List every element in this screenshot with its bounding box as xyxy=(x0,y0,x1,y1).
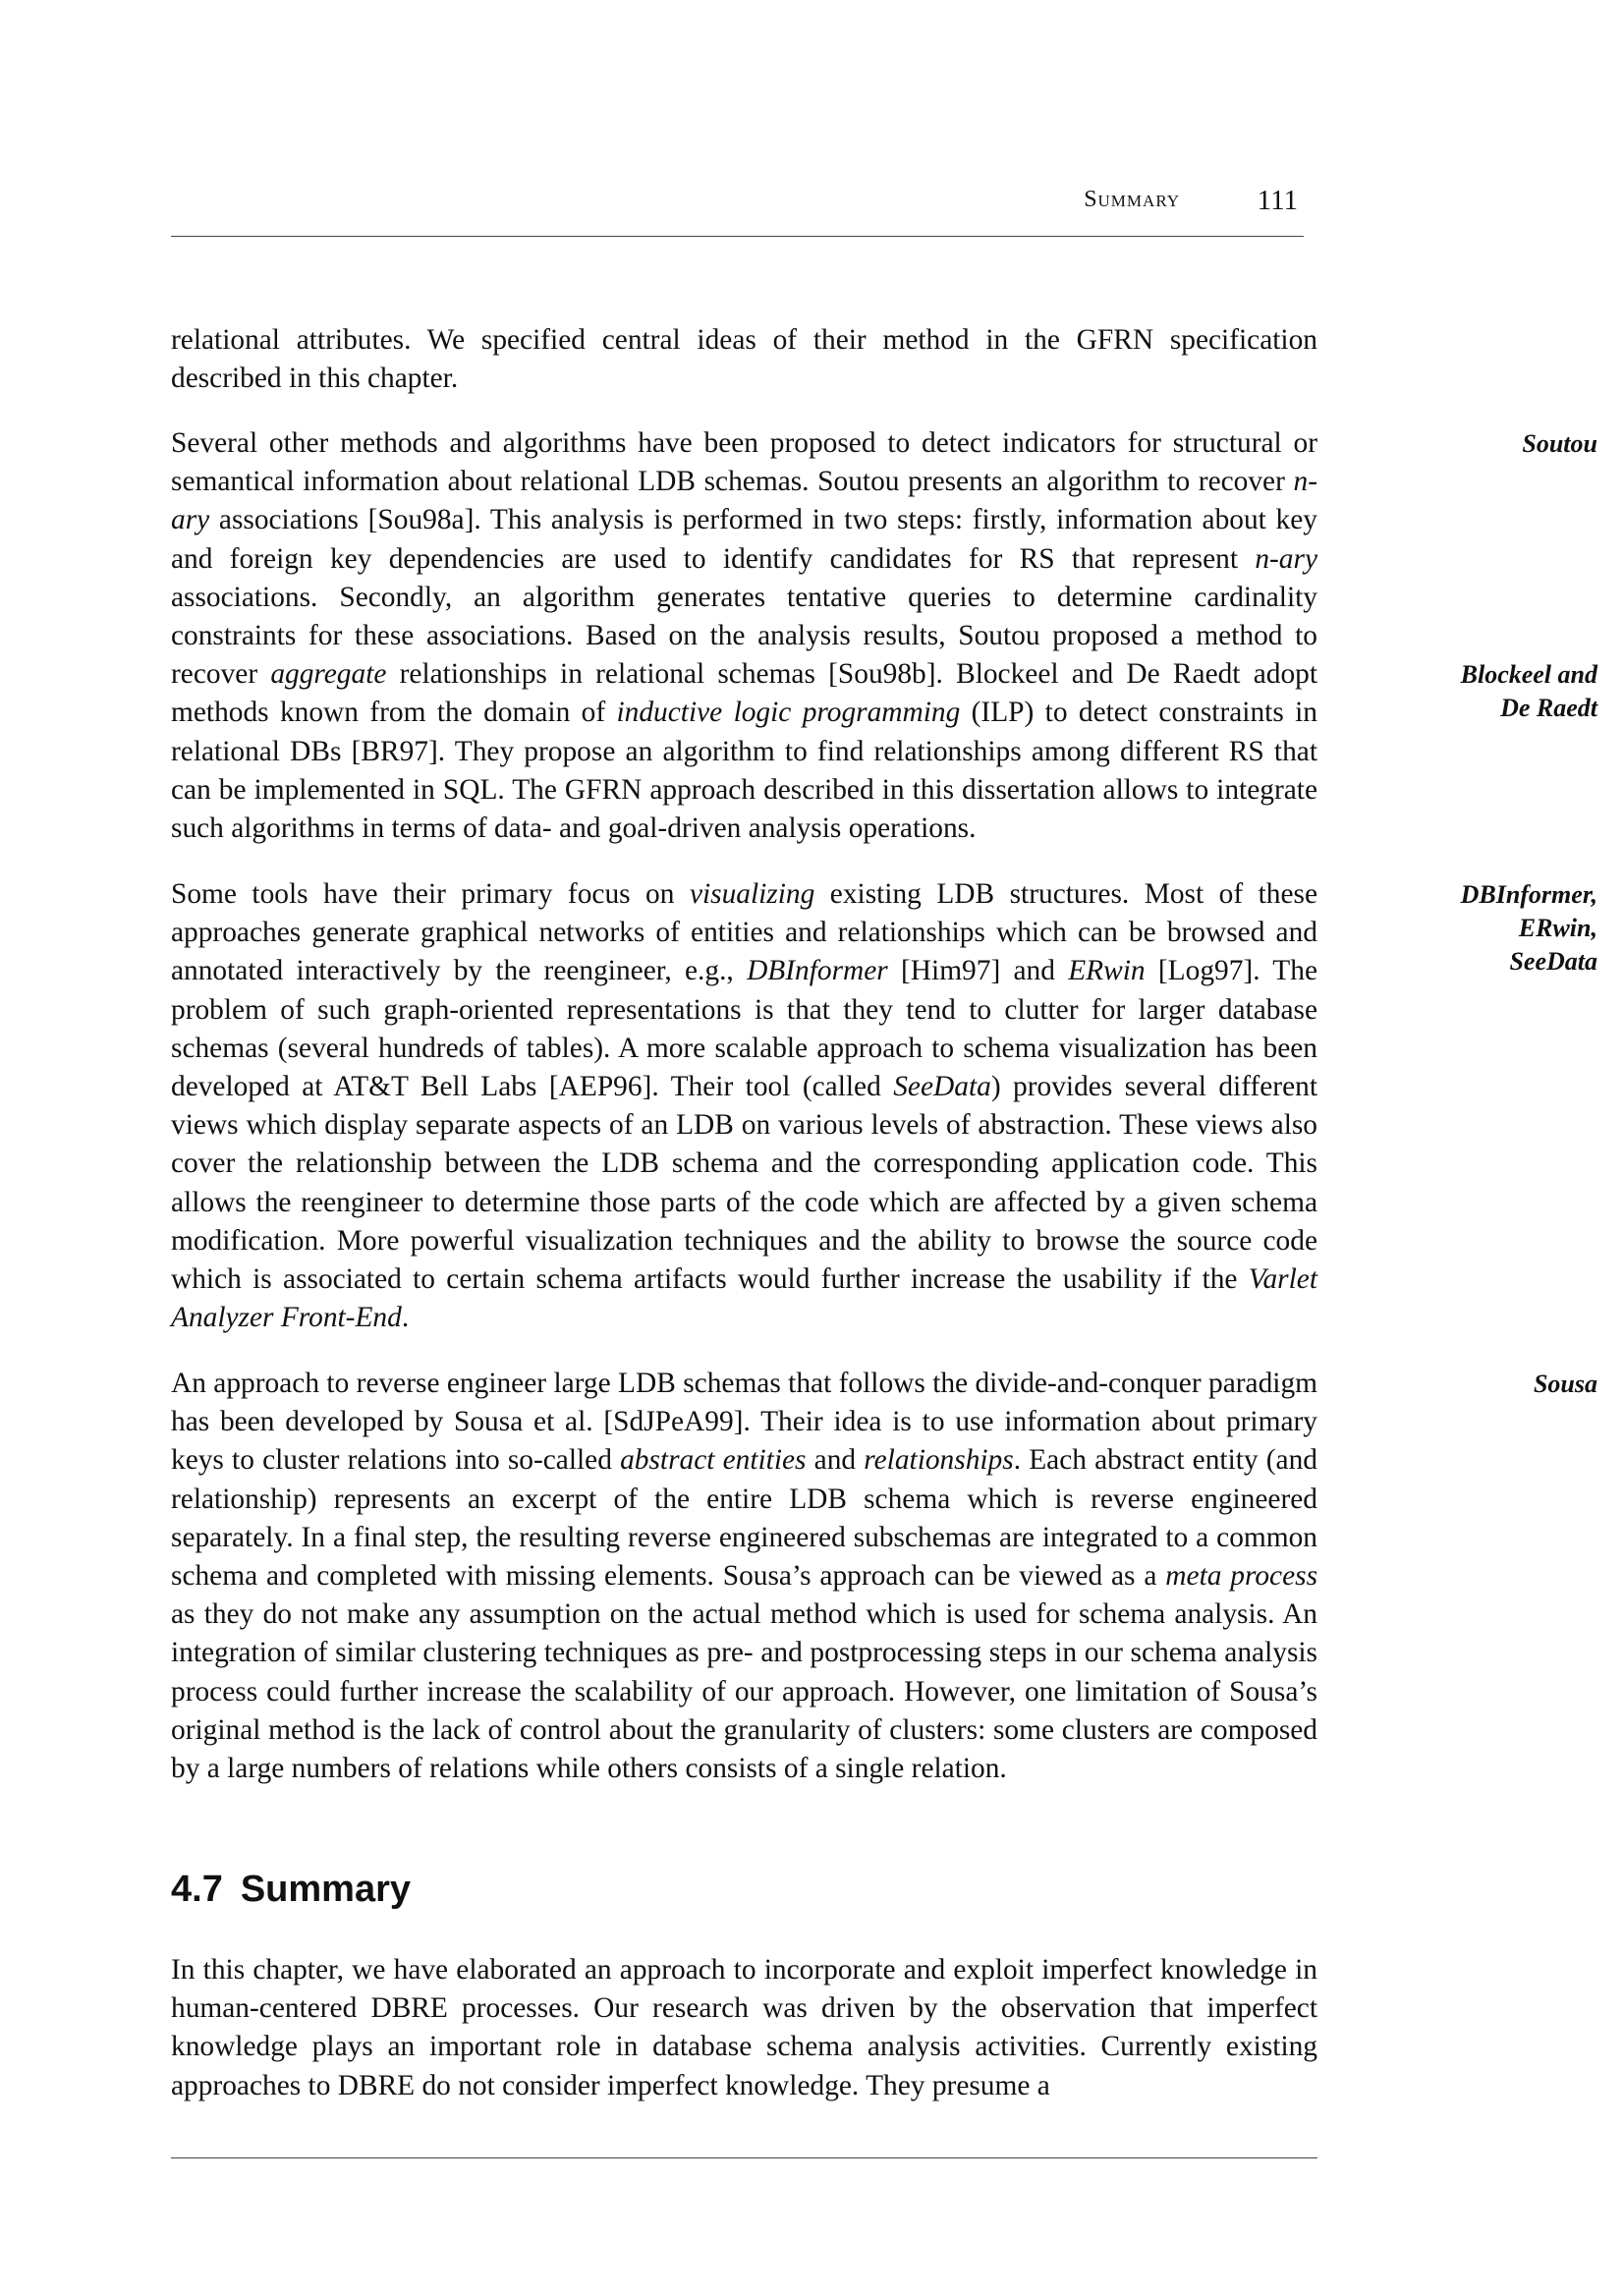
section-number: 4.7 xyxy=(171,1869,223,1910)
text-run: (ILP) to detect constraints in relational DBs [BR97]. They propose an algorithm to find relationships among different RS that can be implemented in SQL. The GFRN approach described in this dissertation allows to integrate such algorithms in terms of data- and goal-driven analysis operations. xyxy=(171,697,1317,845)
text-run: In this chapter, we have elaborated an approach to incorporate and exploit imperfect knowledge in human-centered DBRE processes. Our research was driven by the observation that imperfect knowledge plays an important role in database schema analysis activities. Currently existing approaches to DBRE do not consider imperfect knowledge. They presume a xyxy=(171,1954,1317,2101)
italic-term: abstract entities xyxy=(620,1444,807,1477)
margin-note-tools xyxy=(1391,878,1597,979)
text-run: as they do not make any assumption on the actual method which is used for schema analysis. An integration of similar clustering techniques as pre- and postprocessing steps in our schema analysis process could further increase the scalability of our approach. However, one limitation of Sousa’s original method is the lack of control about the granularity of clusters: some clusters are composed by a large numbers of relations while others consists of a single relation. xyxy=(171,1598,1317,1785)
section-title: Summary xyxy=(240,1869,412,1910)
italic-term: Varlet Analyzer Front-End xyxy=(171,1263,1317,1334)
section-heading xyxy=(171,1867,411,1912)
italic-term: inductive logic programming xyxy=(616,697,961,729)
margin-note-soutou-text: Soutou xyxy=(1522,429,1597,458)
text-run: [Log97]. The problem of such graph-oriented representations is that they tend to clutter for larger database schemas (several hundreds of tables). A more scalable approach to schema visualization has been developed at AT&T Bell Labs [AEP96]. Their tool (called xyxy=(171,955,1317,1103)
italic-term: visualizing xyxy=(689,878,815,910)
margin-note-sousa-text: Sousa xyxy=(1533,1370,1597,1398)
margin-note-tools-line1: DBInformer, xyxy=(1460,880,1597,909)
text-run: ) provides several different views which display separate aspects of an LDB on various levels of abstraction. These views also cover the relationship between the LDB schema and the corresponding application code. This allows the reengineer to determine those parts of the code which are affected by a given schema modification. More powerful visualization techniques and the ability to browse the source code which is associated to certain schema artifacts would further increase the usability if the xyxy=(171,1071,1317,1296)
italic-term: DBInformer xyxy=(747,955,888,987)
paragraph-4 xyxy=(171,1365,1317,1788)
italic-term: relationships xyxy=(864,1444,1014,1477)
text-run: associations [Sou98a]. This analysis is performed in two steps: firstly, information about key and foreign key dependencies are used to identify candidates for RS that represent xyxy=(171,504,1317,575)
margin-note-blockeel xyxy=(1391,658,1597,725)
text-run: An approach to reverse engineer large LDB schemas that follows the divide-and-conquer paradigm has been developed by Sousa et al. [SdJPeA99]. Their idea is to use information about primary keys to cluster relations into so-called xyxy=(171,1368,1317,1477)
page-number: 111 xyxy=(1257,185,1298,216)
paragraph-1 xyxy=(171,321,1317,398)
footer-rule xyxy=(171,2157,1317,2158)
text-run: . xyxy=(401,1302,410,1334)
italic-term: meta process xyxy=(1165,1560,1318,1593)
margin-note-sousa xyxy=(1391,1368,1597,1401)
margin-note-soutou xyxy=(1391,427,1597,461)
italic-term: SeeData xyxy=(893,1071,991,1103)
text-run: and xyxy=(806,1444,865,1477)
running-head: Summary xyxy=(1084,187,1180,212)
page-header xyxy=(171,183,1304,237)
text-run: existing LDB structures. Most of these approaches generate graphical networks of entities and relationships which can be browsed and annotated interactively by the reengineer, e.g., xyxy=(171,878,1317,987)
text-run: relationships in relational schemas [Sou98b]. Blockeel and De Raedt adopt methods known from the domain of xyxy=(171,658,1317,729)
text-run: Some tools have their primary focus on xyxy=(171,878,690,910)
text-run: associations. Secondly, an algorithm generates tentative queries to determine cardinality constraints for these associations. Based on the analysis results, Soutou proposed a method to recover xyxy=(171,581,1317,691)
italic-term: n-ary xyxy=(171,466,1317,536)
italic-term: aggregate xyxy=(270,658,387,691)
paragraph-5 xyxy=(171,1951,1317,2105)
margin-note-tools-line2: ERwin, xyxy=(1518,914,1597,942)
text-run: . Each abstract entity (and relationship) represents an excerpt of the entire LDB schema which is reverse engineered separately. In a final step, the resulting reverse engineered subschemas are integrated to a common schema and completed with missing elements. Sousa’s approach can be viewed as a xyxy=(171,1444,1317,1593)
margin-note-tools-line3: SeeData xyxy=(1509,947,1597,976)
margin-note-blockeel-line2: De Raedt xyxy=(1500,694,1597,722)
paragraph-2 xyxy=(171,424,1317,848)
italic-term: n-ary xyxy=(1255,542,1317,575)
text-run: Several other methods and algorithms have been proposed to detect indicators for structural or semantical information about relational LDB schemas. Soutou presents an algorithm to recover xyxy=(171,427,1317,498)
paragraph-3 xyxy=(171,875,1317,1337)
text-run: [Him97] and xyxy=(887,955,1069,987)
italic-term: ERwin xyxy=(1068,955,1146,987)
margin-note-blockeel-line1: Blockeel and xyxy=(1460,660,1597,689)
text-run: relational attributes. We specified central ideas of their method in the GFRN specification described in this chapter. xyxy=(171,324,1317,395)
